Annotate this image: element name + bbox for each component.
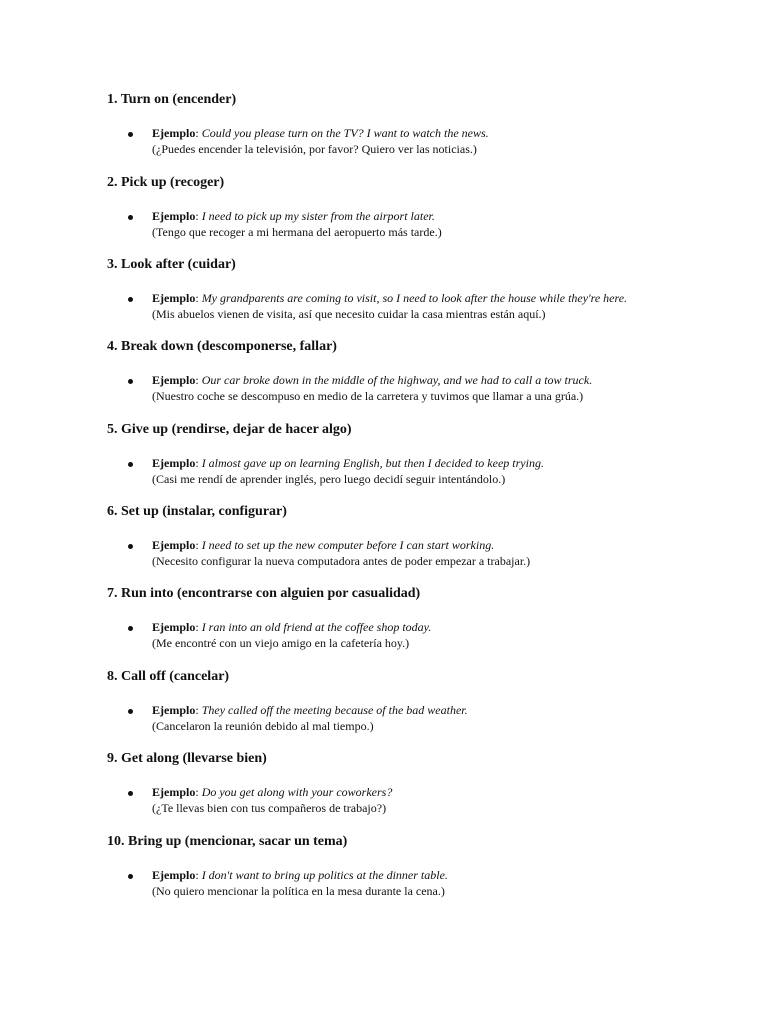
phrasal-verb-entry (107, 339, 747, 404)
bullet-icon (128, 709, 133, 714)
phrasal-verb-entry (107, 92, 747, 157)
example-separator: : (195, 291, 202, 305)
example-line (152, 703, 747, 719)
example-line (152, 456, 747, 472)
example-label: Ejemplo (152, 126, 196, 140)
example-translation: (Mis abuelos vienen de visita, así que necesito cuidar la casa mientras están aquí.) (152, 306, 546, 321)
bullet-icon (128, 874, 133, 879)
example-label: Ejemplo (152, 373, 196, 387)
example-label: Ejemplo (152, 456, 196, 470)
phrasal-verb-entry (107, 422, 747, 487)
example-separator: : (195, 209, 202, 223)
example-label: Ejemplo (152, 868, 196, 882)
example-label: Ejemplo (152, 785, 196, 799)
example-line (152, 620, 747, 636)
phrasal-verb-entry (107, 257, 747, 322)
example-translation: (Necesito configurar la nueva computadora antes de poder empezar a trabajar.) (152, 553, 531, 568)
example-line (152, 209, 747, 225)
phrasal-verb-entry (107, 751, 747, 816)
bullet-icon (128, 462, 133, 467)
example-line (152, 291, 747, 307)
example-label: Ejemplo (152, 209, 196, 223)
example-separator: : (195, 538, 202, 552)
example-sentence: They called off the meeting because of the bad weather. (201, 703, 468, 717)
example-sentence: I almost gave up on learning English, but then I decided to keep trying. (201, 456, 544, 470)
example-label: Ejemplo (152, 620, 196, 634)
example-item (107, 868, 747, 899)
entry-heading: 7. Run into (encontrarse con alguien por casualidad) (107, 586, 421, 601)
example-sentence: Do you get along with your coworkers? (201, 785, 393, 799)
example-sentence: I ran into an old friend at the coffee shop today. (201, 620, 432, 634)
example-separator: : (195, 620, 202, 634)
example-line (152, 373, 747, 389)
example-line (152, 538, 747, 554)
example-item (107, 209, 747, 240)
entry-heading: 3. Look after (cuidar) (107, 257, 236, 272)
example-separator: : (195, 785, 202, 799)
example-separator: : (195, 126, 202, 140)
example-separator: : (195, 373, 202, 387)
phrasal-verb-entry (107, 834, 747, 899)
example-sentence: I don't want to bring up politics at the dinner table. (201, 868, 448, 882)
entry-heading: 1. Turn on (encender) (107, 92, 237, 107)
bullet-icon (128, 215, 133, 220)
example-translation: (Nuestro coche se descompuso en medio de la carretera y tuvimos que llamar a una grúa.) (152, 388, 584, 403)
entry-heading: 9. Get along (llevarse bien) (107, 751, 267, 766)
bullet-icon (128, 132, 133, 137)
example-item (107, 538, 747, 569)
phrasal-verb-entry (107, 669, 747, 734)
example-label: Ejemplo (152, 703, 196, 717)
phrasal-verb-entry (107, 586, 747, 651)
example-sentence: Our car broke down in the middle of the highway, and we had to call a tow truck. (201, 373, 593, 387)
example-translation: (Tengo que recoger a mi hermana del aeropuerto más tarde.) (152, 224, 442, 239)
example-item (107, 291, 747, 322)
example-sentence: Could you please turn on the TV? I want to watch the news. (201, 126, 489, 140)
entry-heading: 2. Pick up (recoger) (107, 175, 225, 190)
example-line (152, 126, 747, 142)
example-separator: : (195, 456, 202, 470)
bullet-icon (128, 297, 133, 302)
example-item (107, 620, 747, 651)
example-translation: (Cancelaron la reunión debido al mal tiempo.) (152, 718, 374, 733)
entry-heading: 4. Break down (descomponerse, fallar) (107, 339, 337, 354)
example-item (107, 703, 747, 734)
bullet-icon (128, 379, 133, 384)
example-label: Ejemplo (152, 291, 196, 305)
entry-heading: 6. Set up (instalar, configurar) (107, 504, 287, 519)
example-sentence: My grandparents are coming to visit, so I need to look after the house while they're here. (201, 291, 628, 305)
bullet-icon (128, 791, 133, 796)
example-sentence: I need to pick up my sister from the airport later. (201, 209, 435, 223)
example-line (152, 785, 747, 801)
example-item (107, 785, 747, 816)
bullet-icon (128, 544, 133, 549)
phrasal-verb-entry (107, 504, 747, 569)
example-translation: (Casi me rendí de aprender inglés, pero luego decidí seguir intentándolo.) (152, 471, 506, 486)
example-line (152, 868, 747, 884)
entry-heading: 5. Give up (rendirse, dejar de hacer algo) (107, 422, 352, 437)
example-separator: : (195, 868, 202, 882)
example-item (107, 126, 747, 157)
example-translation: (No quiero mencionar la política en la mesa durante la cena.) (152, 883, 445, 898)
example-translation: (¿Puedes encender la televisión, por favor? Quiero ver las noticias.) (152, 141, 477, 156)
example-separator: : (195, 703, 202, 717)
bullet-icon (128, 626, 133, 631)
example-translation: (¿Te llevas bien con tus compañeros de trabajo?) (152, 800, 387, 815)
entry-heading: 8. Call off (cancelar) (107, 669, 230, 684)
entry-heading: 10. Bring up (mencionar, sacar un tema) (107, 834, 348, 849)
example-item (107, 456, 747, 487)
example-translation: (Me encontré con un viejo amigo en la cafetería hoy.) (152, 635, 410, 650)
example-sentence: I need to set up the new computer before I can start working. (201, 538, 495, 552)
phrasal-verb-entry (107, 175, 747, 240)
example-label: Ejemplo (152, 538, 196, 552)
example-item (107, 373, 747, 404)
